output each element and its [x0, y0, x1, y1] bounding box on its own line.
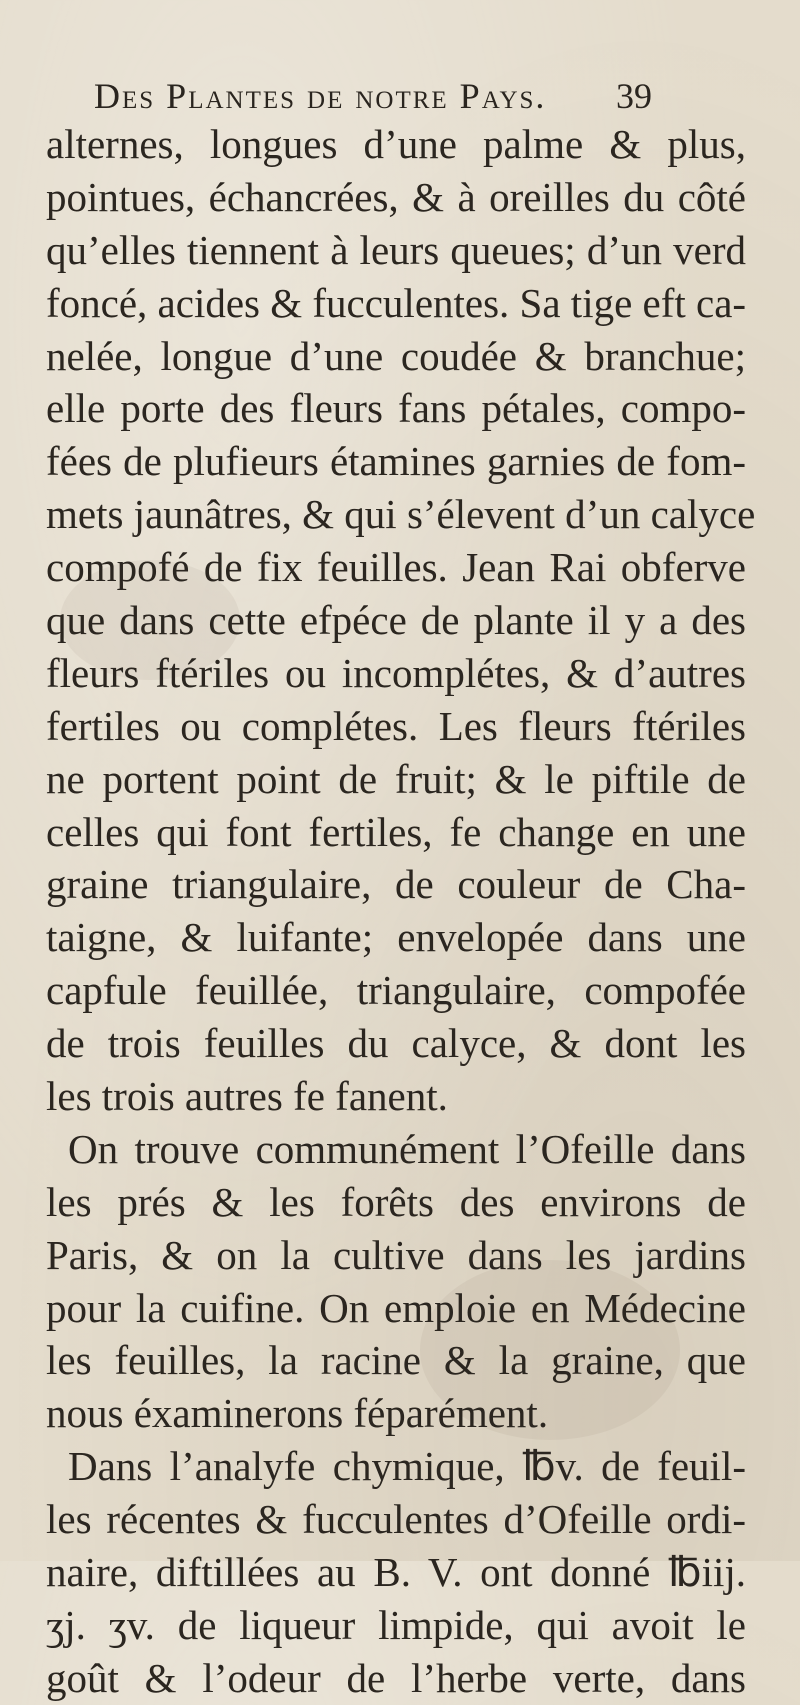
text-line: foncé, acides & fucculentes. Sa tige eft ca-	[46, 279, 747, 326]
text-line: fées de plufieurs étamines garnies de fom-	[46, 438, 746, 485]
text-line: fertiles ou complétes. Les fleurs ftériles	[46, 702, 746, 749]
text-line: que dans cette efpéce de plante il y a des	[46, 597, 746, 644]
text-line: pour la cuifine. On emploie en Médecine	[46, 1284, 746, 1331]
text-line: celles qui font fertiles, fe change en une	[46, 808, 746, 855]
text-line: Paris, & on la cultive dans les jardins	[46, 1231, 746, 1278]
text-line: On trouve communément l’Ofeille dans	[68, 1125, 746, 1172]
text-line: ʒj. ʒv. de liqueur limpide, qui avoit le	[46, 1601, 746, 1648]
text-line: graine triangulaire, de couleur de Cha-	[46, 861, 746, 908]
body-text	[46, 118, 756, 1705]
text-line: elle porte des fleurs fans pétales, compo-	[46, 385, 746, 432]
text-line: les récentes & fucculentes d’Ofeille ordi-	[46, 1496, 746, 1543]
text-line: pointues, échancrées, & à oreilles du côté	[46, 173, 746, 220]
text-line: les trois autres fe fanent.	[46, 1073, 448, 1120]
text-line: goût & l’odeur de l’herbe verte, dans	[46, 1654, 746, 1701]
text-line: les feuilles, la racine & la graine, que	[46, 1337, 746, 1384]
text-line: les prés & les forêts des environs de	[46, 1178, 746, 1225]
text-line: de trois feuilles du calyce, & dont les	[46, 1020, 746, 1067]
text-line: ne portent point de fruit; & le piftile de	[46, 755, 746, 802]
text-line: nelée, longue d’une coudée & branchue;	[46, 332, 746, 379]
text-line: alternes, longues d’une palme & plus,	[46, 121, 746, 167]
running-title: Des Plantes de notre Pays.	[94, 76, 547, 116]
text-line: capfule feuillée, triangulaire, compofée	[46, 967, 746, 1014]
text-line: compofé de fix feuilles. Jean Rai obferve	[46, 544, 746, 591]
text-line: mets jaunâtres, & qui s’élevent d’un calyce	[46, 491, 756, 538]
text-line: Dans l’analyfe chymique, ℔v. de feuil-	[68, 1443, 746, 1490]
text-line: naire, diftillées au B. V. ont donné ℔iij.	[46, 1549, 746, 1596]
text-line: qu’elles tiennent à leurs queues; d’un verd	[46, 226, 746, 273]
text-line: nous éxaminerons féparément.	[46, 1390, 549, 1437]
text-line: taigne, & luifante; envelopée dans une	[46, 914, 746, 961]
text-line: fleurs ftériles ou incomplétes, & d’autres	[46, 649, 746, 696]
page-number: 39	[616, 76, 652, 116]
